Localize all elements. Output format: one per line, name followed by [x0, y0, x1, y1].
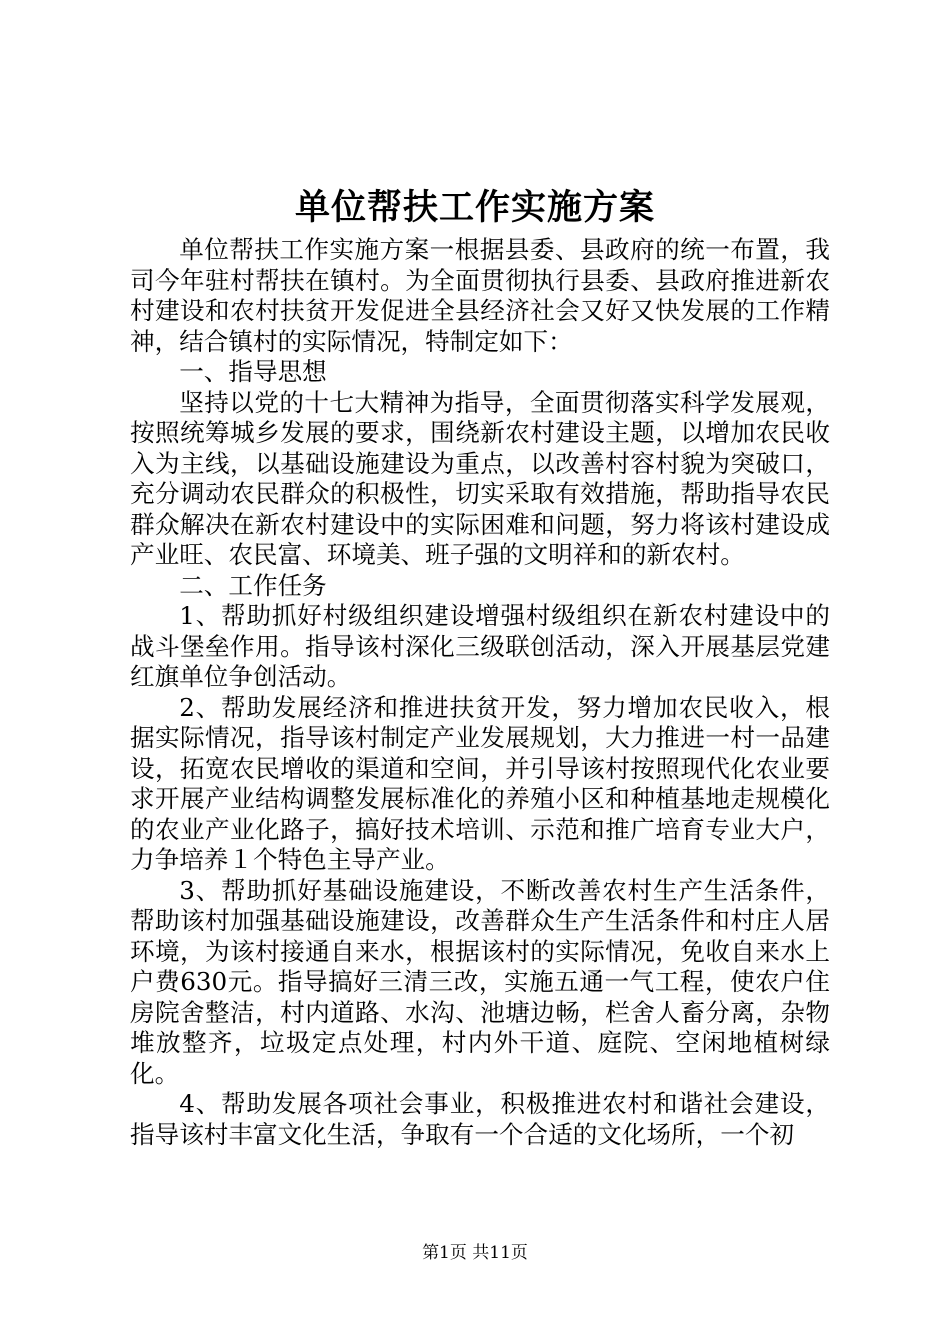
task-paragraph-2: 2、帮助发展经济和推进扶贫开发，努力增加农民收入，根据实际情况，指导该村制定产业发展规划，大力推进一村一品建设，拓宽农民增收的渠道和空间，并引导该村按照现代化农业要求开展产业结构调整发展标准化的养殖小区和种植基地走规模化的农业产业化路子，搞好技术培训、示范和推广培育专业大户，力争培养１个特色主导产业。	[130, 692, 830, 874]
section-heading-work-tasks: 二、工作任务	[179, 570, 327, 600]
task-paragraph-1: 1、帮助抓好村级组织建设增强村级组织在新农村建设中的战斗堡垒作用。指导该村深化三级联创活动，深入开展基层党建红旗单位争创活动。	[130, 601, 830, 691]
page-number-footer: 第1页 共11页	[422, 1243, 528, 1263]
document-title: 单位帮扶工作实施方案	[294, 187, 655, 228]
document-body	[130, 235, 830, 1150]
section-heading-guiding-ideology: 一、指导思想	[179, 357, 327, 386]
task-paragraph-3: 3、帮助抓好基础设施建设，不断改善农村生产生活条件，帮助该村加强基础设施建设，改善群众生产生活条件和村庄人居环境，为该村接通自来水，根据该村的实际情况，免收自来水上户费630元。指导搞好三清三改，实施五通一气工程，使农户住房院舍整洁，村内道路、水沟、池塘边畅，栏舍人畜分离，杂物堆放整齐，垃圾定点处理，村内外干道、庭院、空闲地植树绿化。	[130, 875, 830, 1088]
intro-paragraph: 单位帮扶工作实施方案一根据县委、县政府的统一布置，我司今年驻村帮扶在镇村。为全面贯彻执行县委、县政府推进新农村建设和农村扶贫开发促进全县经济社会又好又快发展的工作精神，结合镇村的实际情况，特制定如下：	[130, 235, 830, 356]
guiding-ideology-paragraph: 坚持以党的十七大精神为指导，全面贯彻落实科学发展观，按照统筹城乡发展的要求，围绕新农村建设主题，以增加农民收入为主线，以基础设施建设为重点，以改善村容村貌为突破口，充分调动农民群众的积极性，切实采取有效措施，帮助指导农民群众解决在新农村建设中的实际困难和问题，努力将该村建设成产业旺、农民富、环境美、班子强的文明祥和的新农村。	[130, 387, 830, 569]
task-paragraph-4: 4、帮助发展各项社会事业，积极推进农村和谐社会建设，指导该村丰富文化生活，争取有一个合适的文化场所，一个初	[130, 1089, 830, 1149]
